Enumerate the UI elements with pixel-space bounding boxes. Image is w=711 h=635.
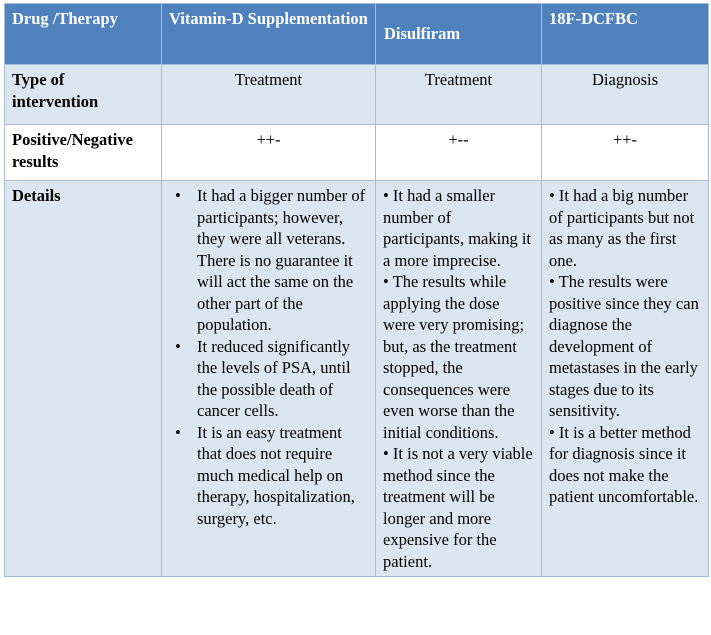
dcfbc-details xyxy=(542,181,709,577)
vitamin-d-details-list xyxy=(169,185,368,529)
header-vitamin-d: Vitamin-D Supplementation xyxy=(162,4,376,65)
bullet-icon: • xyxy=(175,186,181,205)
details-row xyxy=(5,181,709,577)
list-item: • It is not a very viable method since the treatment will be longer and more expensive for the patient. xyxy=(383,444,533,571)
list-item: • It had a big number of participants but not as many as the first one. xyxy=(549,186,695,270)
dcfbc-type: Diagnosis xyxy=(542,65,709,125)
disulfiram-details xyxy=(376,181,542,577)
disulfiram-details-list xyxy=(383,185,534,572)
bullet-icon: • xyxy=(549,422,555,442)
bullet-icon: • xyxy=(175,422,181,442)
header-row xyxy=(5,4,709,65)
list-item: • It had a smaller number of participants, making it a more imprecise. xyxy=(383,186,532,270)
comparison-table xyxy=(4,3,709,577)
list-item: • It reduced significantly the levels of PSA, until the possible death of cancer cells. xyxy=(175,336,351,420)
dcfbc-details-list xyxy=(549,185,701,508)
details-label: Details xyxy=(5,181,162,577)
list-item: • The results were positive since they can diagnose the development of metastases in the early stages due to its sensitivity. xyxy=(549,272,699,420)
dcfbc-results: ++- xyxy=(542,125,709,181)
list-item: • It is a better method for diagnosis since it does not make the patient uncomfortable. xyxy=(549,422,699,506)
type-of-intervention-label: Type of intervention xyxy=(5,65,162,125)
header-disulfiram: Disulfiram xyxy=(376,4,542,65)
header-18f-dcfbc: 18F-DCFBC xyxy=(542,4,709,65)
vitamin-d-results: ++- xyxy=(162,125,376,181)
bullet-icon: • xyxy=(383,444,389,463)
disulfiram-results: +-- xyxy=(376,125,542,181)
results-row xyxy=(5,125,709,181)
list-item: • It is an easy treatment that does not require much medical help on therapy, hospitalization, surgery, etc. xyxy=(175,422,355,528)
type-of-intervention-row xyxy=(5,65,709,125)
disulfiram-type: Treatment xyxy=(376,65,542,125)
header-drug-therapy: Drug /Therapy xyxy=(5,4,162,65)
comparison-table-container xyxy=(4,3,709,577)
bullet-icon: • xyxy=(383,272,389,291)
bullet-icon: • xyxy=(549,186,555,205)
bullet-icon: • xyxy=(549,272,555,291)
list-item: • The results while applying the dose were very promising; but, as the treatment stopped, the consequences were even worse than the initial conditions. xyxy=(383,272,525,442)
list-item: • It had a bigger number of participants; however, they were all veterans. There is no guarantee it will act the same on the other part of the population. xyxy=(175,186,366,334)
vitamin-d-type: Treatment xyxy=(162,65,376,125)
bullet-icon: • xyxy=(175,336,181,356)
bullet-icon: • xyxy=(383,186,389,205)
vitamin-d-details xyxy=(162,181,376,577)
results-label: Positive/Negative results xyxy=(5,125,162,181)
